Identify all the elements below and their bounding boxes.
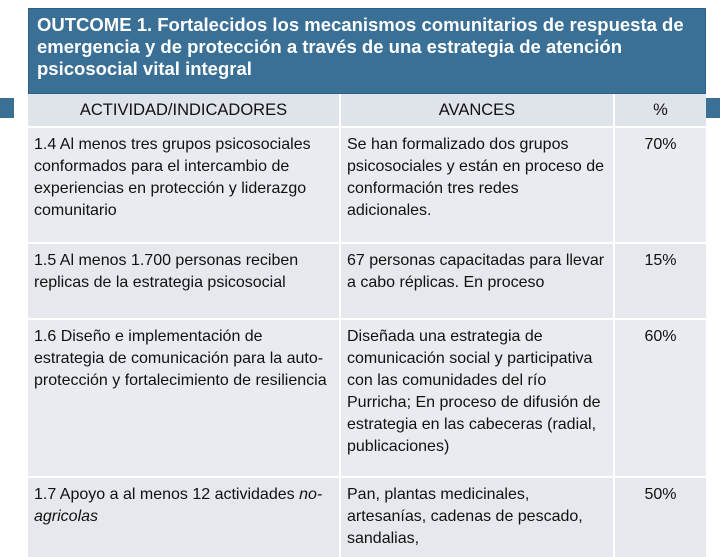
table-row [28, 127, 706, 243]
table-row [28, 477, 706, 557]
percent-cell: 70% [614, 127, 706, 243]
percent-cell: 60% [614, 319, 706, 477]
table-row [28, 319, 706, 477]
right-edge-marker [706, 98, 720, 118]
activity-text: 1.7 Apoyo a al menos 12 actividades [34, 486, 295, 503]
table-header-row [28, 94, 706, 127]
outcome-title: OUTCOME 1. Fortalecidos los mecanismos comunitarios de respuesta de emergencia y de protección a través de una estrategia de atención psicosocial vital integral [28, 8, 706, 94]
progress-cell: 67 personas capacitadas para llevar a cabo réplicas. En proceso [340, 243, 614, 319]
progress-cell: Se han formalizado dos grupos psicosociales y están en proceso de conformación tres redes adicionales. [340, 127, 614, 243]
activity-cell: 1.6 Diseño e implementación de estrategia de comunicación para la auto-protección y fortalecimiento de resiliencia [28, 319, 340, 477]
activity-cell: 1.5 Al menos 1.700 personas reciben replicas de la estrategia psicosocial [28, 243, 340, 319]
header-percent: % [614, 94, 706, 127]
activity-cell: 1.4 Al menos tres grupos psicosociales conformados para el intercambio de experiencias en protección y liderazgo comunitario [28, 127, 340, 243]
header-progress: AVANCES [340, 94, 614, 127]
header-activity: ACTIVIDAD/INDICADORES [79, 101, 288, 119]
activity-emphasis: no-agricolas [34, 486, 323, 525]
activity-cell [28, 477, 340, 557]
left-edge-marker [0, 98, 14, 118]
percent-cell: 50% [614, 477, 706, 557]
percent-cell: 15% [614, 243, 706, 319]
progress-cell: Diseñada una estrategia de comunicación social y participativa con las comunidades del río Purricha; En proceso de difusión de estrategia en las cabeceras (radial, publicaciones) [340, 319, 614, 477]
indicators-table [28, 94, 706, 557]
table-row [28, 243, 706, 319]
progress-cell: Pan, plantas medicinales, artesanías, cadenas de pescado, sandalias, [340, 477, 614, 557]
